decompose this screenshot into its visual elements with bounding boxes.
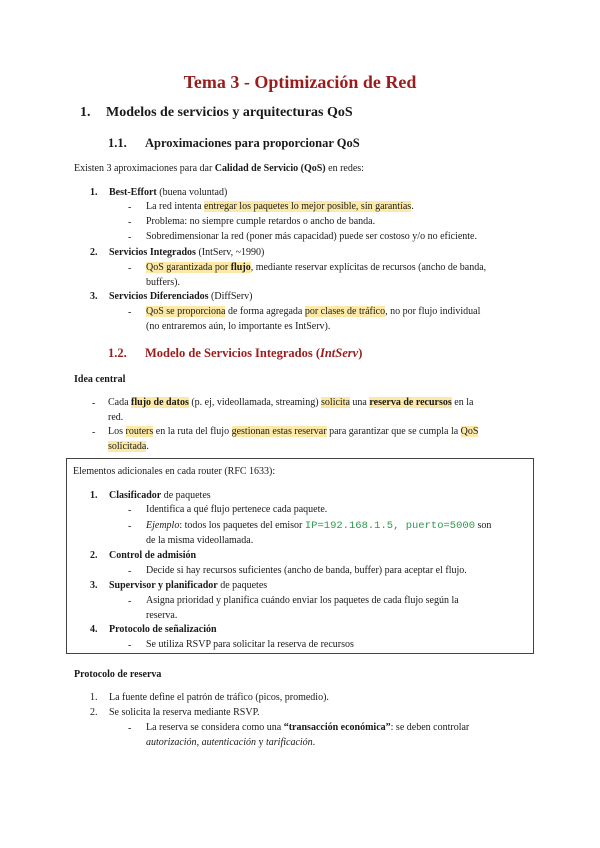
approach-2	[90, 246, 264, 261]
box-item-3	[90, 579, 267, 594]
highlight: solicitada	[108, 440, 147, 452]
bullet-text: , mediante reservar explícitas de recursos (ancho de banda,	[250, 262, 487, 273]
step-number: 2.	[90, 707, 98, 718]
bullet-text: de forma agregada	[225, 306, 305, 317]
idea-central-heading: Idea central	[74, 374, 126, 385]
intro-paragraph	[74, 162, 364, 177]
protocolo-step-1	[90, 691, 329, 706]
diffserv-bullet	[146, 305, 530, 334]
text-line2: red.	[108, 411, 124, 423]
text: una	[349, 397, 370, 408]
highlight: flujo de datos	[131, 397, 189, 408]
section-1-2-heading	[108, 346, 362, 361]
item-rest: de paquetes	[161, 490, 211, 501]
bullet-dash: -	[128, 521, 132, 532]
separator: .	[312, 736, 316, 748]
approach-name: Best-Effort	[109, 187, 157, 198]
best-effort-bullet-3: Sobredimensionar la red (poner más capacidad) puede ser costoso y/o no eficiente.	[146, 231, 477, 242]
item-bold: Clasificador	[109, 490, 162, 501]
code-snippet: IP=192.168.1.5, puerto=5000	[304, 520, 476, 532]
approach-desc: (DiffServ)	[208, 291, 253, 302]
idea-bullet-1	[108, 396, 528, 425]
item-bold: Protocolo de señalización	[109, 624, 217, 635]
text: para garantizar que se cumpla la	[326, 426, 461, 437]
approach-name: Servicios Diferenciados	[109, 291, 209, 302]
approach-desc: (IntServ, ~1990)	[195, 247, 265, 258]
bullet-text-line2: (no entraremos aún, lo importante es IntServ).	[146, 320, 331, 332]
intro-text: Existen 3 aproximaciones para dar	[74, 163, 215, 174]
bullet-dash: -	[128, 566, 132, 577]
section-label-close: )	[358, 346, 363, 360]
section-number: 1.1.	[108, 136, 127, 150]
intserv-bullet	[146, 261, 530, 290]
step-text: La fuente define el patrón de tráfico (picos, promedio).	[109, 692, 329, 703]
bullet-text-end: .	[411, 201, 414, 212]
text-line2: reserva.	[146, 609, 178, 621]
section-number: 1.	[80, 105, 91, 120]
italic-term: tarificación	[266, 736, 313, 748]
example-label: Ejemplo	[146, 520, 180, 531]
bullet-dash: -	[128, 307, 132, 318]
text: .	[146, 440, 149, 452]
approach-1	[90, 186, 227, 201]
text: : se deben controlar	[390, 722, 470, 733]
text: son	[475, 520, 492, 531]
highlight: entregar los paquetes lo mejor posible, sin garantías	[204, 201, 412, 212]
section-1-heading	[80, 105, 353, 121]
bullet-dash: -	[92, 398, 96, 409]
protocolo-sub-bullet	[146, 721, 530, 750]
section-number: 1.2.	[108, 346, 127, 360]
highlight: solicita	[321, 397, 350, 408]
item-number: 2.	[90, 247, 98, 258]
best-effort-bullet-2: Problema: no siempre cumple retardos o ancho de banda.	[146, 216, 376, 227]
bullet-dash: -	[128, 596, 132, 607]
box-item-1	[90, 489, 211, 504]
text: Los	[108, 426, 126, 437]
item-bold: Supervisor y planificador	[109, 580, 218, 591]
item-number: 1.	[90, 187, 98, 198]
approach-name: Servicios Integrados	[109, 247, 196, 258]
approach-desc: (buena voluntad)	[156, 187, 228, 198]
admision-bullet: Decide si hay recursos suficientes (ancho de banda, buffer) para aceptar el flujo.	[146, 565, 467, 576]
item-number: 2.	[90, 550, 98, 561]
section-label: Modelo de Servicios Integrados (	[145, 346, 320, 360]
item-number: 3.	[90, 291, 98, 302]
highlight: por clases de tráfico	[304, 306, 386, 317]
text: : todos los paquetes del emisor	[179, 520, 305, 531]
highlight-text: QoS garantizada por	[146, 262, 231, 273]
section-label-italic: IntServ	[319, 346, 359, 360]
bullet-text-line2: buffers).	[146, 276, 180, 288]
italic-term: autorización	[146, 736, 197, 748]
step-text: Se solicita la reserva mediante RSVP.	[109, 707, 260, 718]
intro-text-end: en redes:	[325, 163, 364, 174]
senalizacion-bullet: Se utiliza RSVP para solicitar la reserva de recursos	[146, 639, 354, 650]
clasificador-bullet-1: Identifica a qué flujo pertenece cada paquete.	[146, 504, 328, 515]
box-header: Elementos adicionales en cada router (RFC 1633):	[73, 466, 276, 477]
italic-term: autenticación	[201, 736, 256, 748]
text: Asigna prioridad y planifica cuándo enviar los paquetes de cada flujo según la	[146, 595, 459, 606]
approach-3	[90, 290, 253, 305]
bullet-dash: -	[92, 427, 96, 438]
protocolo-heading: Protocolo de reserva	[74, 669, 162, 680]
text: Cada	[108, 397, 132, 408]
bullet-dash: -	[128, 263, 132, 274]
section-label: Aproximaciones para proporcionar QoS	[145, 136, 360, 150]
bullet-dash: -	[128, 202, 132, 213]
item-number: 4.	[90, 624, 98, 635]
separator: ,	[196, 736, 202, 748]
highlight	[146, 262, 251, 273]
item-number: 3.	[90, 580, 98, 591]
highlight: QoS se proporciona	[146, 306, 226, 317]
bullet-dash: -	[128, 723, 132, 734]
highlight-bold: flujo	[230, 262, 251, 273]
bullet-dash: -	[128, 232, 132, 243]
protocolo-step-2	[90, 706, 260, 721]
highlight: reserva de recursos	[369, 397, 452, 408]
text: en la	[451, 397, 474, 408]
item-bold: Control de admisión	[109, 550, 197, 561]
bold-text: “transacción económica”	[283, 722, 391, 733]
supervisor-bullet	[146, 594, 530, 623]
item-number: 1.	[90, 490, 98, 501]
idea-bullet-2	[108, 425, 528, 454]
highlight: routers	[125, 426, 154, 437]
bullet-text: , no por flujo individual	[385, 306, 481, 317]
item-rest: de paquetes	[217, 580, 268, 591]
bullet-text: La red intenta	[146, 201, 205, 212]
bullet-dash: -	[128, 217, 132, 228]
highlight: gestionan estas reservar	[231, 426, 327, 437]
highlight: QoS	[460, 426, 479, 437]
section-label: Modelos de servicios y arquitecturas QoS	[106, 105, 353, 120]
text: en la ruta del flujo	[153, 426, 232, 437]
section-1-1-heading	[108, 136, 360, 151]
bullet-dash: -	[128, 640, 132, 651]
text: (p. ej, videollamada, streaming)	[188, 397, 322, 408]
document-title: Tema 3 - Optimización de Red	[183, 72, 417, 92]
intro-bold: Calidad de Servicio (QoS)	[214, 163, 326, 174]
bullet-dash: -	[128, 505, 132, 516]
best-effort-bullet-1	[146, 200, 414, 215]
clasificador-bullet-2	[146, 519, 530, 548]
text-line2: de la misma videollamada.	[146, 534, 254, 546]
box-item-4	[90, 623, 217, 638]
box-item-2	[90, 549, 196, 564]
text: La reserva se considera como una	[146, 722, 284, 733]
separator: y	[256, 736, 266, 748]
step-number: 1.	[90, 692, 98, 703]
